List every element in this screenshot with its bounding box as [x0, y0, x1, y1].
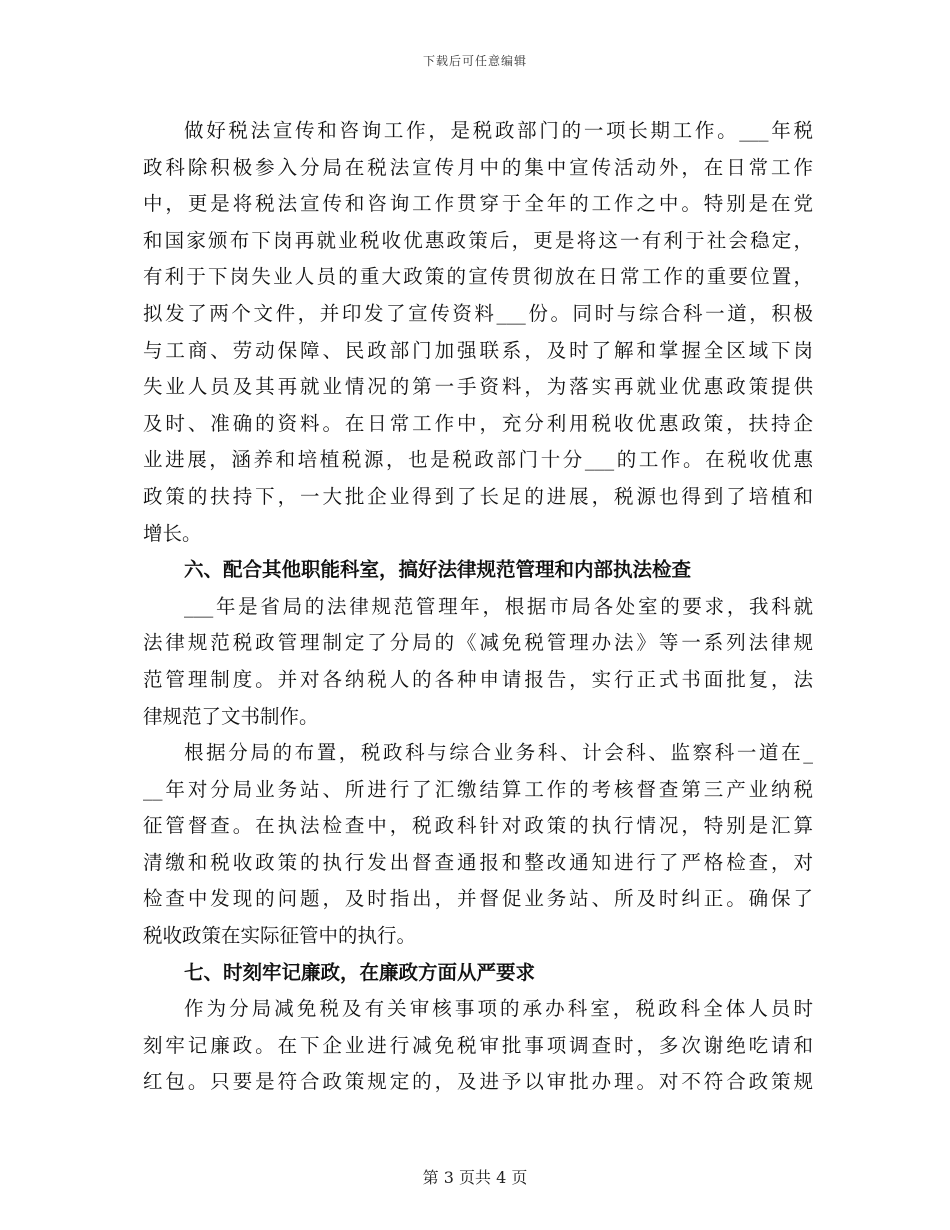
text-line: 法律规范税政管理制定了分局的《减免税管理办法》等一系列法律规 — [143, 631, 813, 655]
paragraph — [143, 589, 813, 735]
text-line: ___年是省局的法律规范管理年，根据市局各处室的要求，我科就 — [184, 594, 813, 618]
text-line: 作为分局减免税及有关审核事项的承办科室，税政科全体人员时 — [184, 997, 813, 1021]
text-line: 根据分局的布置，税政科与综合业务科、计会科、监察科一道在_ — [184, 741, 813, 765]
text-line: 刻牢记廉政。在下企业进行减免税审批事项调查时，多次谢绝吃请和 — [143, 1033, 813, 1057]
text-line: 做好税法宣传和咨询工作，是税政部门的一项长期工作。___年税 — [184, 119, 813, 142]
text-line: 范管理制度。并对各纳税人的各种申请报告，实行正式书面批复，法 — [143, 667, 813, 691]
text-line: 与工商、劳动保障、民政部门加强联系，及时了解和掌握全区域下岗 — [143, 338, 813, 362]
text-line: 中，更是将税法宣传和咨询工作贯穿于全年的工作之中。特别是在党 — [143, 192, 813, 216]
section-heading: 六、配合其他职能科室，搞好法律规范管理和内部执法检查 — [184, 558, 692, 582]
page-number: 第 3 页共 4 页 — [422, 1168, 528, 1187]
text-line: 政策的扶持下，一大批企业得到了长足的进展，税源也得到了培植和 — [143, 484, 813, 508]
text-line: 有利于下岗失业人员的重大政策的宣传贯彻放在日常工作的重要位置， — [143, 265, 813, 289]
paragraph — [143, 735, 813, 955]
text-line: 及时、准确的资料。在日常工作中，充分利用税收优惠政策，扶持企 — [143, 411, 813, 435]
text-line: 红包。只要是符合政策规定的，及进予以审批办理。对不符合政策规 — [143, 1070, 813, 1094]
text-line: 和国家颁布下岗再就业税收优惠政策后，更是将这一有利于社会稳定， — [143, 228, 813, 252]
text-line: 失业人员及其再就业情况的第一手资料，为落实再就业优惠政策提供 — [143, 375, 813, 399]
text-line: 税收政策在实际征管中的执行。 — [143, 924, 417, 948]
text-line: 律规范了文书制作。 — [143, 704, 319, 728]
paragraph — [143, 113, 813, 552]
text-line: 政科除积极参入分局在税法宣传月中的集中宣传活动外，在日常工作 — [143, 155, 813, 179]
text-line: 业进展，涵养和培植税源，也是税政部门十分___的工作。在税收优惠 — [143, 448, 813, 472]
paragraph — [143, 991, 813, 1101]
text-line: 增长。 — [143, 521, 202, 545]
document-body — [143, 113, 813, 1101]
text-line: __年对分局业务站、所进行了汇缴结算工作的考核督查第三产业纳税 — [143, 777, 813, 801]
text-line: 拟发了两个文件，并印发了宣传资料___份。同时与综合科一道，积极 — [143, 301, 813, 325]
section-heading: 七、时刻牢记廉政，在廉政方面从严要求 — [184, 960, 536, 984]
text-line: 检查中发现的问题，及时指出，并督促业务站、所及时纠正。确保了 — [143, 887, 813, 911]
text-line: 清缴和税收政策的执行发出督查通报和整改通知进行了严格检查，对 — [143, 850, 813, 874]
text-line: 征管督查。在执法检查中，税政科针对政策的执行情况，特别是汇算 — [143, 814, 813, 838]
page-header-note: 下载后可任意编辑 — [422, 54, 527, 68]
